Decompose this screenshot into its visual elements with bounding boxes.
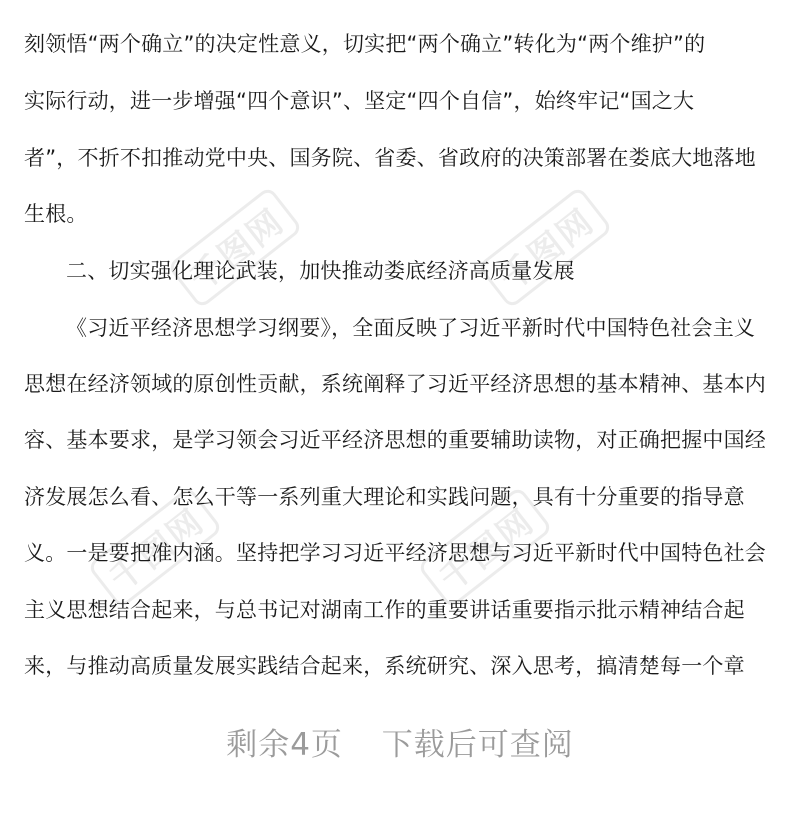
watermark: 千图网 bbox=[477, 186, 613, 309]
download-to-read-label[interactable]: 下载后可查阅 bbox=[381, 727, 574, 763]
text-line: 《习近平经济思想学习纲要》，全面反映了习近平新时代中国特色社会主义 bbox=[66, 316, 756, 340]
text-line: 生根。 bbox=[24, 202, 88, 226]
watermark: 千图网 bbox=[167, 186, 303, 309]
text-line: 来，与推动高质量发展实践结合起来，系统研究、深入思考，搞清楚每一个章 bbox=[24, 654, 745, 678]
text-line: 义。一是要把准内涵。坚持把学习习近平经济思想与习近平新时代中国特色社会 bbox=[24, 541, 766, 565]
text-line: 者”，不折不扣推动党中央、国务院、省委、省政府的决策部署在娄底大地落地 bbox=[24, 146, 756, 170]
section-heading: 二、切实强化理论武装，加快推动娄底经济高质量发展 bbox=[66, 259, 575, 283]
text-line: 主义思想结合起来，与总书记对湖南工作的重要讲话重要指示批示精神结合起 bbox=[24, 598, 745, 622]
text-line: 思想在经济领域的原创性贡献，系统阐释了习近平经济思想的基本精神、基本内 bbox=[24, 372, 766, 396]
watermark: 千图网 bbox=[87, 486, 223, 609]
text-line: 济发展怎么看、怎么干等一系列重大理论和实践问题，具有十分重要的指导意 bbox=[24, 485, 745, 509]
text-line: 刻领悟“两个确立”的决定性意义，切实把“两个确立”转化为“两个维护”的 bbox=[24, 32, 706, 56]
remaining-pages-label[interactable]: 剩余4页 bbox=[226, 727, 343, 763]
watermark: 千图网 bbox=[417, 486, 553, 609]
text-line: 容、基本要求，是学习领会习近平经济思想的重要辅助读物，对正确把握中国经 bbox=[24, 428, 766, 452]
read-more-banner[interactable] bbox=[0, 718, 800, 772]
text-line: 实际行动，进一步增强“四个意识”、坚定“四个自信”，始终牢记“国之大 bbox=[24, 89, 695, 113]
